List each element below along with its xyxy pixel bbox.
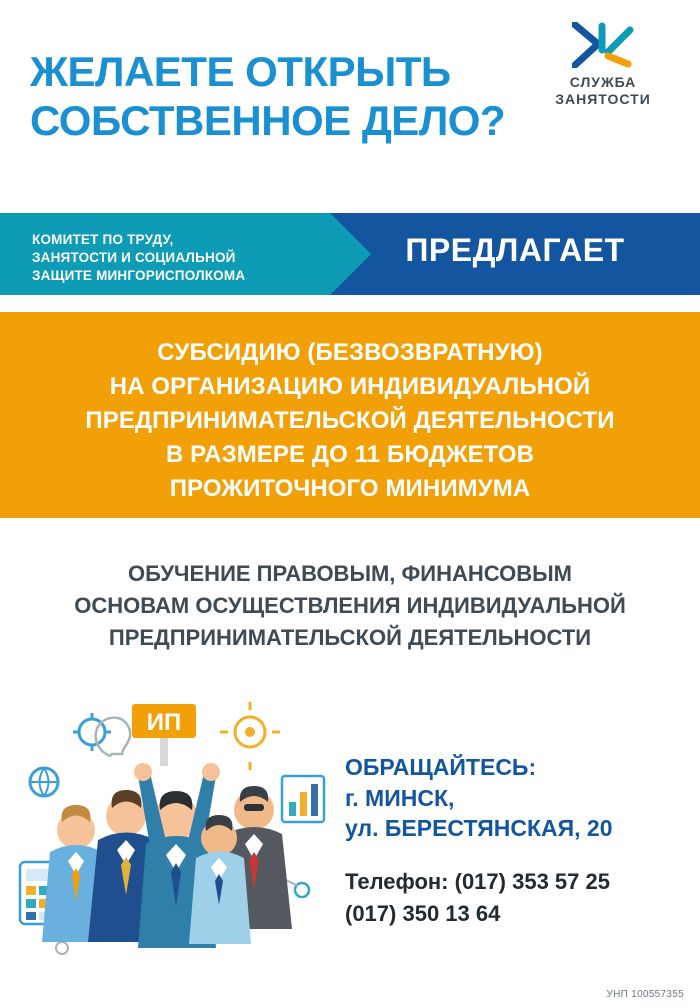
address-street: ул. БЕРЕСТЯНСКАЯ, 20	[345, 815, 613, 842]
subsidy-line-4: В РАЗМЕРЕ ДО 11 БЮДЖЕТОВ	[165, 441, 535, 469]
entrepreneurs-illustration	[14, 690, 334, 955]
training-line-1: ОБУЧЕНИЕ ПРАВОВЫМ, ФИНАНСОВЫМ	[127, 561, 572, 586]
offer-band	[0, 213, 700, 295]
committee-line-2: ЗАНЯТОСТИ И СОЦИАЛЬНОЙ	[32, 250, 236, 266]
address	[345, 752, 690, 844]
offer-word: ПРЕДЛАГАЕТ	[405, 232, 625, 268]
logo-text-line2: ЗАНЯТОСТИ	[555, 91, 651, 108]
phone-numbers	[345, 866, 690, 930]
call-to-action: ОБРАЩАЙТЕСЬ:	[345, 754, 537, 780]
subsidy-line-3: ПРЕДПРИНИМАТЕЛЬСКОЙ ДЕЯТЕЛЬНОСТИ	[85, 407, 615, 435]
subsidy-line-5: ПРОЖИТОЧНОГО МИНИМУМА	[169, 475, 531, 503]
training-text	[0, 558, 700, 654]
phone-primary[interactable]: Телефон: (017) 353 57 25	[345, 868, 610, 894]
unp-number: УНП 100557355	[606, 989, 684, 1000]
logo	[528, 22, 678, 108]
logo-text-line1: СЛУЖБА	[569, 74, 637, 90]
address-city: г. МИНСК,	[345, 784, 455, 811]
subsidy-line-2: НА ОРГАНИЗАЦИЮ ИНДИВИДУАЛЬНОЙ	[109, 373, 591, 401]
employment-service-logo-icon	[572, 22, 634, 68]
committee-line-3: ЗАЩИТЕ МИНГОРИСПОЛКОМА	[32, 268, 246, 284]
phone-secondary[interactable]: (017) 350 13 64	[345, 900, 501, 926]
subsidy-band	[0, 312, 700, 518]
headline-line-1: ЖЕЛАЕТЕ ОТКРЫТЬ	[30, 48, 451, 95]
contacts-block	[345, 752, 690, 930]
training-line-3: ПРЕДПРИНИМАТЕЛЬСКОЙ ДЕЯТЕЛЬНОСТИ	[108, 624, 592, 650]
committee-name	[32, 231, 322, 286]
training-line-2: ОСНОВАМ ОСУЩЕСТВЛЕНИЯ ИНДИВИДУАЛЬНОЙ	[74, 592, 626, 618]
subsidy-text	[0, 336, 700, 506]
headline-line-2: СОБСТВЕННОЕ ДЕЛО?	[30, 96, 506, 144]
subsidy-line-1: СУБСИДИЮ (БЕЗВОЗВРАТНУЮ)	[157, 339, 543, 366]
committee-line-1: КОМИТЕТ ПО ТРУДУ,	[32, 232, 174, 247]
ip-sign-label: ИП	[146, 709, 182, 736]
page-title	[30, 48, 530, 145]
